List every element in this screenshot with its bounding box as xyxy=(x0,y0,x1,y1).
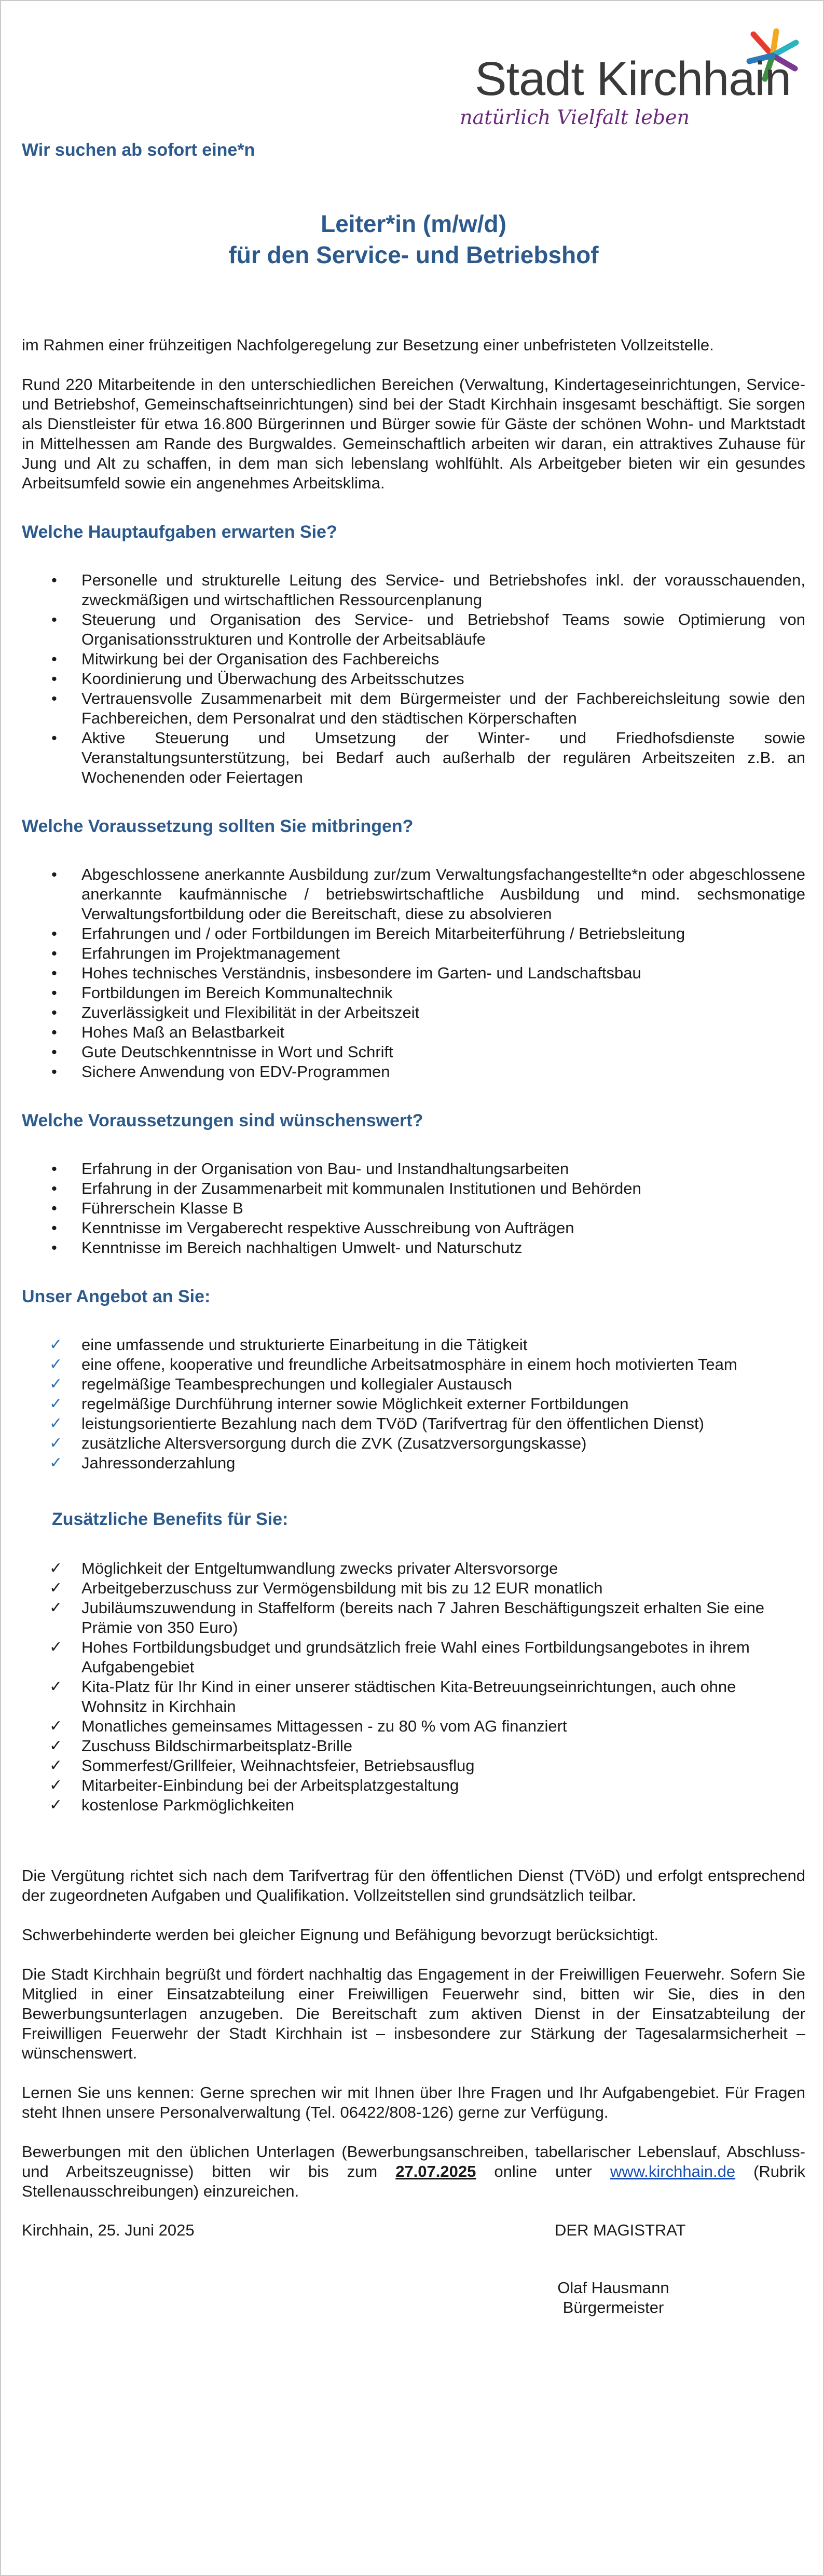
main-content xyxy=(22,140,805,2316)
list-item: • Führerschein Klasse B xyxy=(51,1199,243,1217)
checkmark-icon: ✓ xyxy=(49,1737,63,1754)
list-item: • Kenntnisse im Bereich nachhaltigen Umwelt- und Naturschutz xyxy=(51,1238,523,1257)
checkmark-icon: ✓ xyxy=(49,1796,63,1814)
list-item: ✓ Mitarbeiter-Einbindung bei der Arbeitsplatzgestaltung xyxy=(49,1776,459,1794)
checkmark-icon: ✓ xyxy=(49,1599,63,1616)
list-item: ✓ zusätzliche Altersversorgung durch die ZVK (Zusatzversorgungskasse) xyxy=(49,1434,587,1452)
signer-name: Olaf Hausmann xyxy=(557,2279,669,2297)
bullet-icon: • xyxy=(51,729,57,747)
bullet-icon: • xyxy=(51,610,57,629)
list-item: • Koordinierung und Überwachung des Arbeitsschutzes xyxy=(51,670,464,688)
offer-heading: Unser Angebot an Sie: xyxy=(22,1287,211,1306)
job-title xyxy=(22,208,805,270)
disabled-paragraph: Schwerbehinderte werden bei gleicher Eignung und Befähigung bevorzugt berücksichtigt. xyxy=(22,1926,659,1944)
list-item: ✓ Jahressonderzahlung xyxy=(49,1454,236,1472)
list-item: ✓ Zuschuss Bildschirmarbeitsplatz-Brille xyxy=(49,1737,352,1755)
bullet-icon: • xyxy=(51,1023,57,1041)
requirements-list xyxy=(22,865,805,1082)
signer-role: Bürgermeister xyxy=(562,2298,664,2316)
bullet-icon: • xyxy=(51,1238,57,1257)
list-item: ✓ eine umfassende und strukturierte Einarbeitung in die Tätigkeit xyxy=(49,1335,528,1354)
logo-title: Stadt Kirchhain xyxy=(475,52,791,105)
list-item: • Kenntnisse im Vergaberecht respektive Ausschreibung von Aufträgen xyxy=(51,1219,574,1237)
place-date: Kirchhain, 25. Juni 2025 xyxy=(22,2221,195,2239)
list-item: • Personelle und strukturelle Leitung des Service- und Betriebshofes inkl. der vorausschauenden, zweckmäßigen und wirtschaftlichen Ressourcenplanung xyxy=(51,571,805,609)
apply-paragraph: Bewerbungen mit den üblichen Unterlagen (Bewerbungsanschreiben, tabellarischer Lebenslauf, Abschluss- und Arbeitszeugnisse) bitten wir bis zum 27.07.2025 online unter www.kirchhain.de (Rubrik Stellenausschreibungen) einzureichen. xyxy=(22,2143,805,2200)
list-item: ✓ regelmäßige Durchführung interner sowie Möglichkeit externer Fortbildungen xyxy=(49,1395,629,1413)
job-title-line-1: Leiter*in (m/w/d) xyxy=(321,210,506,237)
tasks-list xyxy=(22,570,805,787)
pay-paragraph: Die Vergütung richtet sich nach dem Tarifvertrag für den öffentlichen Dienst (TVöD) und erfolgt entsprechend der zugeordneten Aufgaben und Qualifikation. Vollzeitstellen sind grundsätzlich teilbar. xyxy=(22,1866,805,1904)
bullet-icon: • xyxy=(51,1179,57,1197)
checkmark-icon: ✓ xyxy=(49,1560,63,1577)
firebrigade-paragraph: Die Stadt Kirchhain begrüßt und fördert nachhaltig das Engagement in der Freiwilligen Feuerwehr. Sofern Sie Mitglied in einer Einsatzabteilung einer Freiwilligen Feuerwehr sind, bitten wir Sie, dies in den Bewerbungsunterlagen anzugeben. Die Bereitschaft zum aktiven Dienst in der Einsatzabteilung der Freiwilligen Feuerwehr der Stadt Kirchhain ist – insbesondere zur Stärkung der Tagesalarmsicherheit – wünschenswert. xyxy=(22,1965,805,2062)
list-item: • Sichere Anwendung von EDV-Programmen xyxy=(51,1062,390,1081)
bullet-icon: • xyxy=(51,924,57,943)
list-item: • Abgeschlossene anerkannte Ausbildung zur/zum Verwaltungsfachangestellte*n oder abgeschlossene anerkannte kaufmännische / betriebswirtschaftliche Ausbildung und mind. sechsmonatige Verwaltungsfortbildung oder die Bereitschaft, diese zu absolvieren xyxy=(51,865,805,923)
city-logo xyxy=(459,27,801,131)
job-title-line-2: für den Service- und Betriebshof xyxy=(228,241,599,268)
list-item: ✓ Jubiläumszuwendung in Staffelform (bereits nach 7 Jahren Beschäftigungszeit erhalten Sie eine Prämie von 350 Euro) xyxy=(49,1599,764,1637)
list-item: • Zuverlässigkeit und Flexibilität in der Arbeitszeit xyxy=(51,1003,420,1021)
list-item: ✓ leistungsorientierte Bezahlung nach dem TVöD (Tarifvertrag für den öffentlichen Dienst) xyxy=(49,1414,704,1433)
checkmark-icon: ✓ xyxy=(49,1454,63,1471)
bullet-icon: • xyxy=(51,1062,57,1081)
list-item: ✓ Kita-Platz für Ihr Kind in einer unserer städtischen Kita-Betreuungseinrichtungen, auch ohne Wohnsitz in Kirchhain xyxy=(49,1678,736,1715)
desirable-heading: Welche Voraussetzungen sind wünschenswert? xyxy=(22,1111,423,1130)
list-item: • Hohes technisches Verständnis, insbesondere im Garten- und Landschaftsbau xyxy=(51,964,641,982)
signer xyxy=(546,2278,681,2318)
signature-row xyxy=(22,2221,805,2242)
list-item: • Steuerung und Organisation des Service- und Betriebshof Teams sowie Optimierung von Organisationsstrukturen und Kontrolle der Arbeitsabläufe xyxy=(51,610,805,648)
website-link[interactable]: www.kirchhain.de xyxy=(610,2162,736,2180)
checkmark-icon: ✓ xyxy=(49,1678,63,1695)
checkmark-icon: ✓ xyxy=(49,1415,63,1432)
list-item: • Erfahrungen und / oder Fortbildungen im Bereich Mitarbeiterführung / Betriebsleitung xyxy=(51,924,685,943)
checkmark-icon: ✓ xyxy=(49,1356,63,1373)
list-item: • Hohes Maß an Belastbarkeit xyxy=(51,1023,285,1041)
list-item: • Erfahrungen im Projektmanagement xyxy=(51,944,340,962)
list-item: ✓ eine offene, kooperative und freundliche Arbeitsatmosphäre in einem hoch motivierten Team xyxy=(49,1355,737,1373)
offer-list xyxy=(22,1335,805,1473)
checkmark-icon: ✓ xyxy=(49,1639,63,1656)
bullet-icon: • xyxy=(51,689,57,707)
list-item: ✓ Arbeitgeberzuschuss zur Vermögensbildung mit bis zu 12 EUR monatlich xyxy=(49,1579,603,1597)
list-item: ✓ Sommerfest/Grillfeier, Weihnachtsfeier, Betriebsausflug xyxy=(49,1756,475,1775)
bullet-icon: • xyxy=(51,1199,57,1217)
bullet-icon: • xyxy=(51,571,57,589)
list-item: ✓ Monatliches gemeinsames Mittagessen - zu 80 % vom AG finanziert xyxy=(49,1717,567,1735)
logo-claim: natürlich Vielfalt leben xyxy=(460,106,690,129)
contact-paragraph: Lernen Sie uns kennen: Gerne sprechen wir mit Ihnen über Ihre Fragen und Ihr Aufgabengebiet. Für Fragen steht Ihnen unsere Personalverwaltung (Tel. 06422/808-126) gerne zur Verfügung. xyxy=(22,2083,805,2121)
bullet-icon: • xyxy=(51,964,57,982)
lead-line: Wir suchen ab sofort eine*n xyxy=(22,140,255,160)
list-item: • Fortbildungen im Bereich Kommunaltechnik xyxy=(51,984,393,1002)
checkmark-icon: ✓ xyxy=(49,1435,63,1452)
list-item: • Gute Deutschkenntnisse in Wort und Schrift xyxy=(51,1043,393,1061)
bullet-icon: • xyxy=(51,1043,57,1061)
bullet-icon: • xyxy=(51,944,57,962)
benefits-heading: Zusätzliche Benefits für Sie: xyxy=(52,1509,289,1529)
bullet-icon: • xyxy=(51,1160,57,1178)
checkmark-icon: ✓ xyxy=(49,1579,63,1597)
list-item: ✓ regelmäßige Teambesprechungen und kollegialer Austausch xyxy=(49,1375,513,1393)
checkmark-icon: ✓ xyxy=(49,1336,63,1353)
checkmark-icon: ✓ xyxy=(49,1375,63,1393)
intro-paragraph-2: Rund 220 Mitarbeitende in den unterschiedlichen Bereichen (Verwaltung, Kindertageseinrichtungen, Service- und Betriebshof, Gemeinschaftseinrichtungen) sind bei der Stadt Kirchhain insgesamt beschäftigt. Sie sorgen als Dienstleister für etwa 16.800 Bürgerinnen und Bürger sowie für Gäste der schönen Wohn- und Marktstadt in Mittelhessen am Rande des Burgwaldes. Gemeinschaftlich arbeiten wir daran, ein attraktives Zuhause für Jung und Alt zu schaffen, in dem man sich lebenslang wohlfühlt. Als Arbeitgeber bieten wir ein gesundes Arbeitsumfeld sowie ein angenehmes Arbeitsklima. xyxy=(22,375,805,492)
benefits-list xyxy=(22,1559,805,1815)
bullet-icon: • xyxy=(51,1003,57,1021)
list-item: • Erfahrung in der Organisation von Bau- und Instandhaltungsarbeiten xyxy=(51,1160,569,1178)
tasks-heading: Welche Hauptaufgaben erwarten Sie? xyxy=(22,522,337,542)
list-item: • Erfahrung in der Zusammenarbeit mit kommunalen Institutionen und Behörden xyxy=(51,1179,641,1197)
checkmark-icon: ✓ xyxy=(49,1777,63,1794)
checkmark-icon: ✓ xyxy=(49,1718,63,1735)
checkmark-icon: ✓ xyxy=(49,1757,63,1774)
list-item: ✓ kostenlose Parkmöglichkeiten xyxy=(49,1796,295,1814)
bullet-icon: • xyxy=(51,1219,57,1237)
desirable-list xyxy=(22,1159,805,1258)
requirements-heading: Welche Voraussetzung sollten Sie mitbringen? xyxy=(22,816,414,836)
bullet-icon: • xyxy=(51,865,57,883)
signer-block xyxy=(22,2242,805,2316)
list-item: • Vertrauensvolle Zusammenarbeit mit dem Bürgermeister und der Fachbereichsleitung sowie den Fachbereichen, dem Personalrat und den städtischen Körperschaften xyxy=(51,689,805,727)
bullet-icon: • xyxy=(51,650,57,668)
list-item: • Aktive Steuerung und Umsetzung der Winter- und Friedhofsdienste sowie Veranstaltungsunterstützung, bei Bedarf auch außerhalb der regulären Arbeitszeiten z.B. an Wochenenden oder Feiertagen xyxy=(51,729,805,786)
checkmark-icon: ✓ xyxy=(49,1395,63,1412)
issuing-body: DER MAGISTRAT xyxy=(555,2221,686,2239)
bullet-icon: • xyxy=(51,984,57,1002)
bullet-icon: • xyxy=(51,670,57,688)
list-item: ✓ Möglichkeit der Entgeltumwandlung zwecks privater Altersvorsorge xyxy=(49,1559,558,1577)
deadline-date: 27.07.2025 xyxy=(395,2162,476,2180)
intro-paragraph-1: im Rahmen einer frühzeitigen Nachfolgeregelung zur Besetzung einer unbefristeten Vollzeitstelle. xyxy=(22,336,714,354)
list-item: ✓ Hohes Fortbildungsbudget und grundsätzlich freie Wahl eines Fortbildungsangebotes in ihrem Aufgabengebiet xyxy=(49,1638,750,1676)
list-item: • Mitwirkung bei der Organisation des Fachbereichs xyxy=(51,650,440,668)
